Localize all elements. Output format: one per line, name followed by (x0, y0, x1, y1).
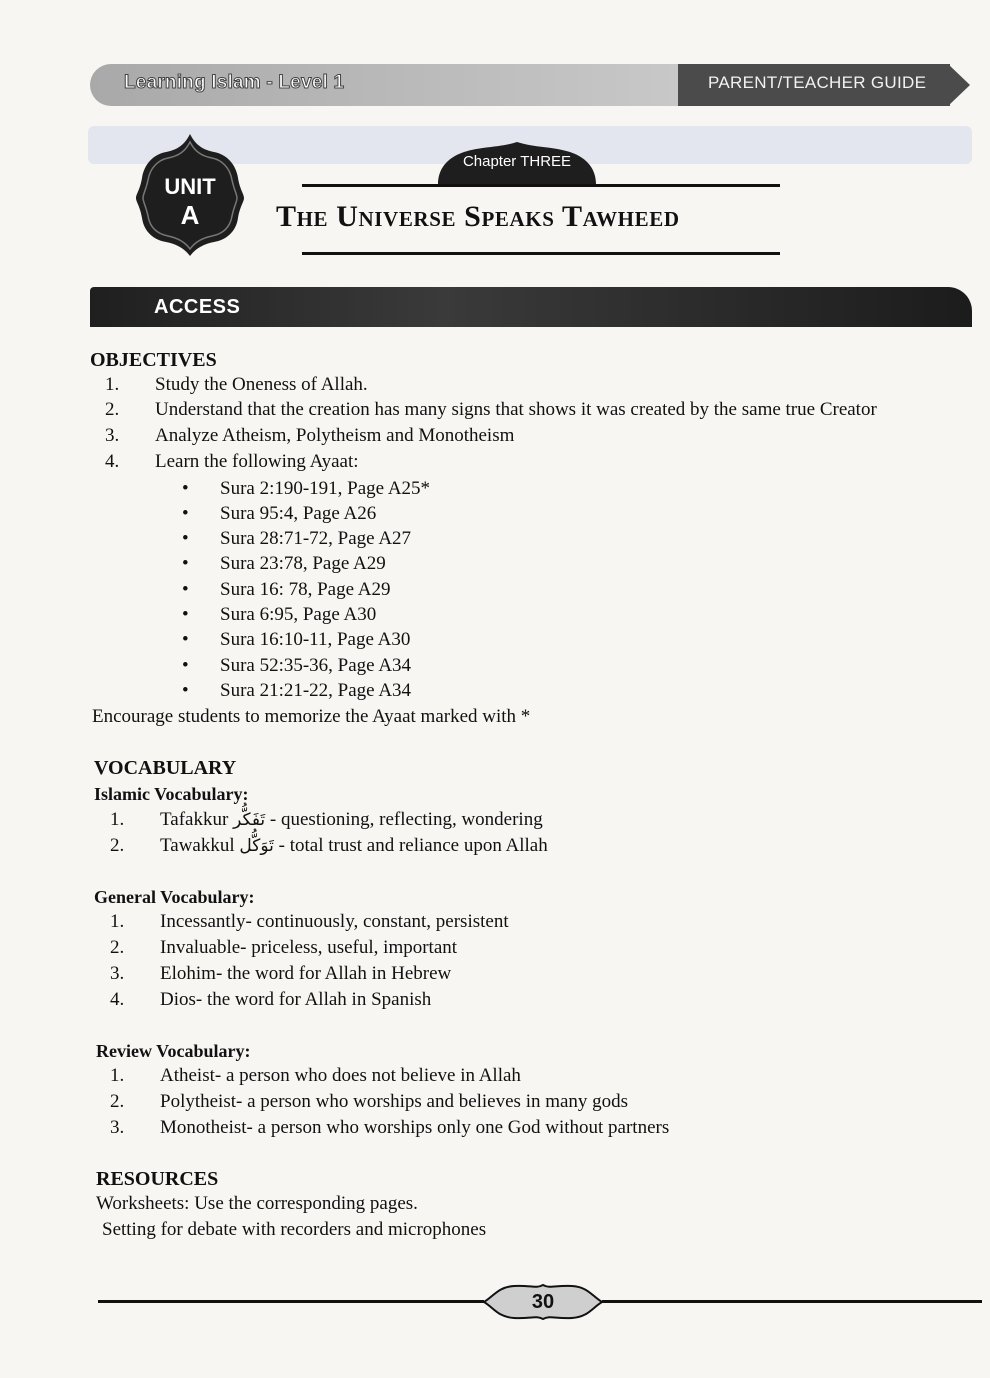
book-title-banner (90, 64, 680, 106)
vocab-num: 2. (110, 1091, 125, 1112)
objective-text: Understand that the creation has many signs that shows it was created by the same true Creator (155, 399, 877, 420)
ayah-text: Sura 23:78, Page A29 (220, 553, 386, 574)
bullet-icon: • (182, 680, 189, 701)
objective-text: Learn the following Ayaat: (155, 451, 359, 472)
vocab-definition: - questioning, reflecting, wondering (269, 809, 543, 830)
vocab-num: 1. (110, 809, 125, 830)
bullet-icon: • (182, 503, 189, 524)
ayah-item (182, 604, 376, 626)
section-bar-label: ACCESS (154, 296, 241, 318)
review-vocab-heading: Review Vocabulary: (96, 1041, 251, 1061)
objectives-heading: OBJECTIVES (90, 349, 217, 371)
vocab-item (110, 989, 431, 1011)
guide-label: PARENT/TEACHER GUIDE (708, 73, 927, 92)
page-number-badge (480, 1283, 606, 1321)
vocab-text: Polytheist- a person who worships and believes in many gods (160, 1091, 629, 1112)
footer-rule-right (602, 1300, 982, 1303)
vocab-item (110, 835, 548, 857)
vocab-item (110, 911, 509, 933)
vocab-item (110, 1117, 669, 1139)
ayah-text: Sura 52:35-36, Page A34 (220, 655, 412, 676)
vocab-item (110, 1065, 521, 1087)
title-rule-bottom (302, 252, 780, 255)
vocab-num: 2. (110, 835, 125, 856)
unit-word: UNIT (164, 174, 216, 199)
vocab-num: 1. (110, 911, 125, 932)
objective-num: 1. (105, 374, 120, 395)
vocab-text: Invaluable- priceless, useful, important (160, 937, 458, 958)
bullet-icon: • (182, 528, 189, 549)
objective-item (105, 374, 368, 396)
ayah-item (182, 680, 411, 702)
bullet-icon: • (182, 629, 189, 650)
vocab-num: 2. (110, 937, 125, 958)
chapter-tab (424, 140, 610, 186)
footer-rule-left (98, 1300, 484, 1303)
vocab-num: 3. (110, 963, 125, 984)
vocab-num: 3. (110, 1117, 125, 1138)
ayah-text: Sura 2:190-191, Page A25* (220, 478, 431, 499)
vocab-text: Atheist- a person who does not believe in Allah (160, 1065, 521, 1086)
objective-num: 2. (105, 399, 120, 420)
ayah-text: Sura 16:10-11, Page A30 (220, 629, 411, 650)
objective-num: 4. (105, 451, 120, 472)
vocab-word: Tafakkur (160, 809, 229, 830)
objective-item (105, 425, 514, 447)
objective-item (105, 451, 359, 473)
bullet-icon: • (182, 579, 189, 600)
page-header (90, 64, 970, 106)
ayah-item (182, 478, 430, 500)
vocab-item (110, 963, 451, 985)
ayah-item (182, 503, 376, 525)
guide-label-banner (678, 64, 950, 106)
objective-text: Study the Oneness of Allah. (155, 374, 368, 395)
memorize-note: Encourage students to memorize the Ayaat marked with * (92, 706, 531, 727)
vocab-word: Tawakkul (160, 835, 235, 856)
bullet-icon: • (182, 655, 189, 676)
vocabulary-heading: VOCABULARY (94, 757, 237, 779)
islamic-vocab-heading: Islamic Vocabulary: (94, 784, 249, 804)
chapter-label: Chapter THREE (462, 153, 572, 170)
page-number: 30 (531, 1291, 555, 1313)
resource-line: Worksheets: Use the corresponding pages. (96, 1193, 418, 1214)
vocab-definition: - total trust and reliance upon Allah (278, 835, 548, 856)
vocab-item (110, 809, 543, 831)
ayah-item (182, 579, 390, 601)
general-vocab-heading: General Vocabulary: (94, 887, 255, 907)
ayah-item (182, 655, 411, 677)
section-bar (90, 287, 972, 327)
bullet-icon: • (182, 604, 189, 625)
vocab-num: 1. (110, 1065, 125, 1086)
ayah-item (182, 629, 410, 651)
book-title: Learning Islam - Level 1 (124, 72, 345, 93)
objective-text: Analyze Atheism, Polytheism and Monotheism (155, 425, 515, 446)
unit-letter: A (180, 200, 200, 230)
vocab-num: 4. (110, 989, 125, 1010)
chapter-title: The Universe Speaks Tawheed (276, 200, 680, 233)
vocab-text: Dios- the word for Allah in Spanish (160, 989, 432, 1010)
vocab-text: Monotheist- a person who worships only one God without partners (160, 1117, 670, 1138)
resources-heading: RESOURCES (96, 1168, 219, 1190)
banner-arrow-tip (948, 64, 970, 106)
vocab-arabic: تَفَكُّر (233, 810, 266, 830)
objective-num: 3. (105, 425, 120, 446)
vocab-item (110, 1091, 628, 1113)
ayah-text: Sura 6:95, Page A30 (220, 604, 377, 625)
ayah-text: Sura 16: 78, Page A29 (220, 579, 391, 600)
vocab-arabic: تَوَكُّل (239, 836, 274, 856)
ayah-text: Sura 95:4, Page A26 (220, 503, 377, 524)
bullet-icon: • (182, 478, 189, 499)
vocab-item (110, 937, 457, 959)
ayah-text: Sura 21:21-22, Page A34 (220, 680, 412, 701)
vocab-text: Elohim- the word for Allah in Hebrew (160, 963, 452, 984)
ayah-item (182, 528, 411, 550)
unit-badge (134, 132, 246, 258)
vocab-text: Incessantly- continuously, constant, persistent (160, 911, 509, 932)
ayah-item (182, 553, 386, 575)
ayah-text: Sura 28:71-72, Page A27 (220, 528, 412, 549)
objective-item (105, 399, 877, 421)
resource-line: Setting for debate with recorders and microphones (102, 1219, 487, 1240)
bullet-icon: • (182, 553, 189, 574)
title-rule-top (302, 184, 780, 187)
